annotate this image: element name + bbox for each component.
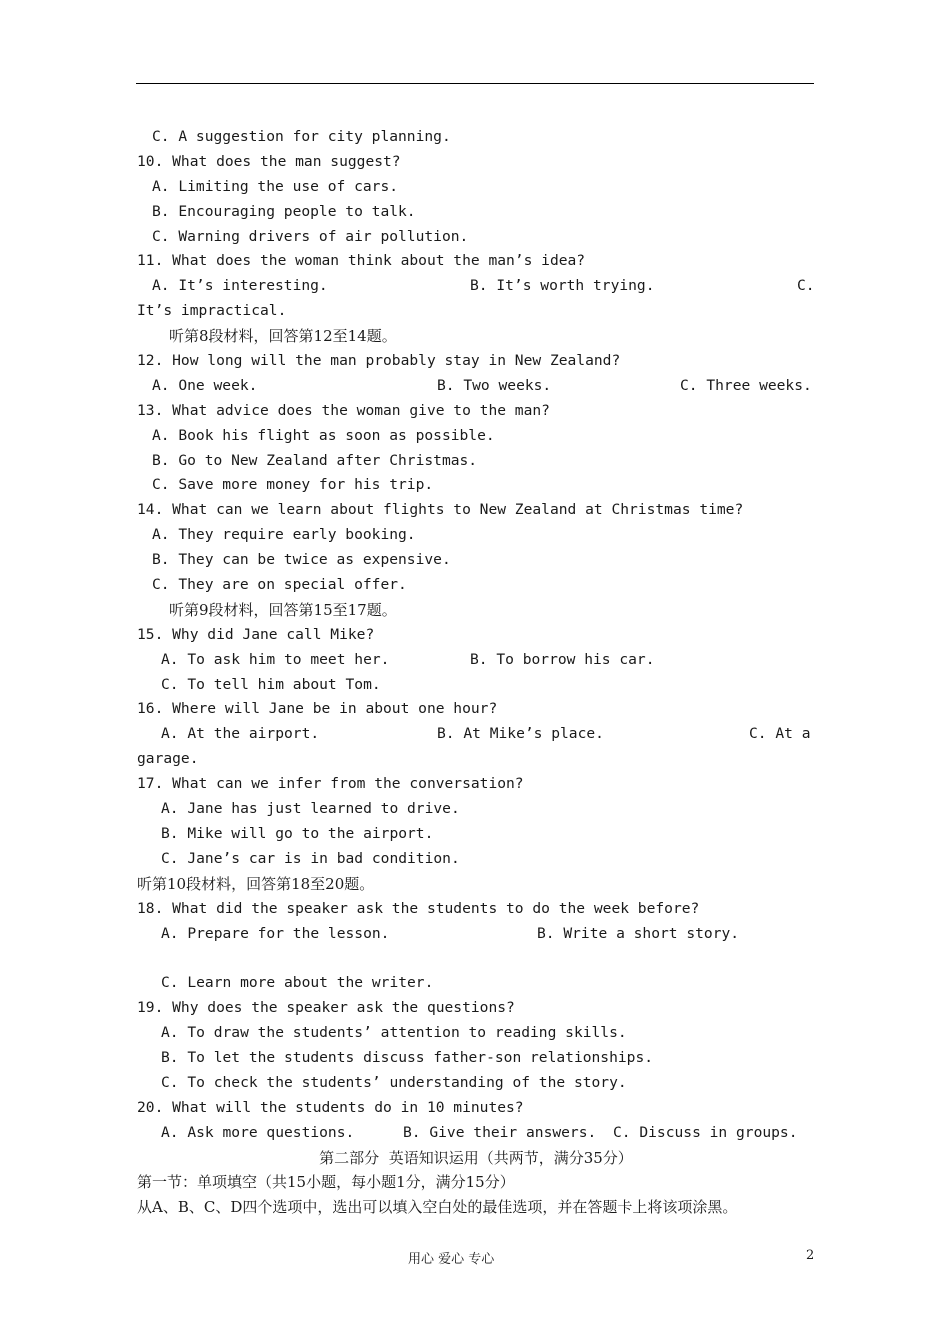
option-row: [137, 722, 815, 747]
question-line: 17. What can we infer from the conversation?: [137, 775, 524, 793]
option-b: B. Give their answers.: [403, 1123, 597, 1141]
option-line: C. Jane’s car is in bad condition.: [161, 849, 460, 867]
option-line: B. Go to New Zealand after Christmas.: [152, 451, 478, 469]
option-row: [137, 374, 815, 399]
option-a: A. Ask more questions.: [161, 1123, 355, 1141]
blank-line: [137, 946, 815, 971]
option-a: A. To ask him to meet her.: [161, 650, 390, 668]
question-line: 16. Where will Jane be in about one hour?: [137, 700, 498, 718]
instruction-text: 从A、B、C、D四个选项中，选出可以填入空白处的最佳选项，并在答题卡上将该项涂黑。: [137, 1198, 738, 1217]
option-line: A. To draw the students’ attention to reading skills.: [161, 1024, 627, 1042]
question-line: 12. How long will the man probably stay in New Zealand?: [137, 352, 621, 370]
option-c: C. Discuss in groups.: [613, 1123, 798, 1141]
option-row: [137, 1121, 815, 1146]
option-line: C. Learn more about the writer.: [161, 974, 434, 992]
option-b: B. To borrow his car.: [470, 650, 655, 668]
question-line: 15. Why did Jane call Mike?: [137, 625, 375, 643]
option-line: It’s impractical.: [137, 302, 287, 320]
option-line: A. Jane has just learned to drive.: [161, 800, 460, 818]
option-row: [137, 922, 815, 947]
option-line: B. Encouraging people to talk.: [152, 202, 416, 220]
question-line: 19. Why does the speaker ask the questions?: [137, 999, 515, 1017]
option-row: [137, 274, 815, 299]
option-line: B. To let the students discuss father-son relationships.: [161, 1048, 654, 1066]
question-line: 13. What advice does the woman give to the man?: [137, 401, 550, 419]
option-row: [137, 648, 815, 673]
option-a: A. It’s interesting.: [152, 277, 328, 295]
option-b: B. It’s worth trying.: [470, 277, 655, 295]
option-line: A. They require early booking.: [152, 526, 416, 544]
section-instruction: 听第8段材料，回答第12至14题。: [169, 327, 397, 346]
part-heading: 第二部分 英语知识运用（共两节，满分35分）: [319, 1148, 633, 1167]
option-a: A. Prepare for the lesson.: [161, 924, 390, 942]
option-line: B. They can be twice as expensive.: [152, 551, 451, 569]
footer-motto: 用心 爱心 专心: [408, 1252, 495, 1267]
option-line: garage.: [137, 750, 199, 768]
header-rule: [136, 83, 814, 84]
page-number: 2: [806, 1248, 815, 1263]
option-line: A. Book his flight as soon as possible.: [152, 426, 495, 444]
section-instruction: 听第10段材料，回答第18至20题。: [137, 874, 375, 893]
option-line: C. A suggestion for city planning.: [152, 128, 451, 145]
option-b: B. Two weeks.: [437, 376, 552, 394]
option-line: C. To tell him about Tom.: [161, 675, 381, 693]
question-line: 10. What does the man suggest?: [137, 152, 401, 170]
option-line: C. Save more money for his trip.: [152, 476, 434, 494]
option-line: C. To check the students’ understanding of the story.: [161, 1073, 627, 1091]
option-b: B. At Mike’s place.: [437, 725, 604, 743]
option-a: A. At the airport.: [161, 725, 320, 743]
option-line: B. Mike will go to the airport.: [161, 824, 434, 842]
option-c: C. At a: [749, 725, 811, 743]
question-line: 20. What will the students do in 10 minutes?: [137, 1098, 524, 1116]
question-line: 14. What can we learn about flights to New Zealand at Christmas time?: [137, 501, 744, 519]
section-instruction: 听第9段材料，回答第15至17题。: [169, 600, 397, 619]
section-heading: 第一节：单项填空（共15小题，每小题1分，满分15分）: [137, 1173, 515, 1192]
option-line: A. Limiting the use of cars.: [152, 177, 399, 195]
option-a: A. One week.: [152, 376, 258, 394]
question-line: 11. What does the woman think about the man’s idea?: [137, 252, 586, 270]
question-line: 18. What did the speaker ask the students to do the week before?: [137, 899, 700, 917]
option-b: B. Write a short story.: [537, 924, 740, 942]
option-c: C. Three weeks.: [680, 376, 812, 394]
page-content: [137, 125, 815, 1220]
option-c: C.: [797, 277, 815, 295]
option-line: C. They are on special offer.: [152, 576, 407, 594]
option-line: C. Warning drivers of air pollution.: [152, 227, 469, 245]
